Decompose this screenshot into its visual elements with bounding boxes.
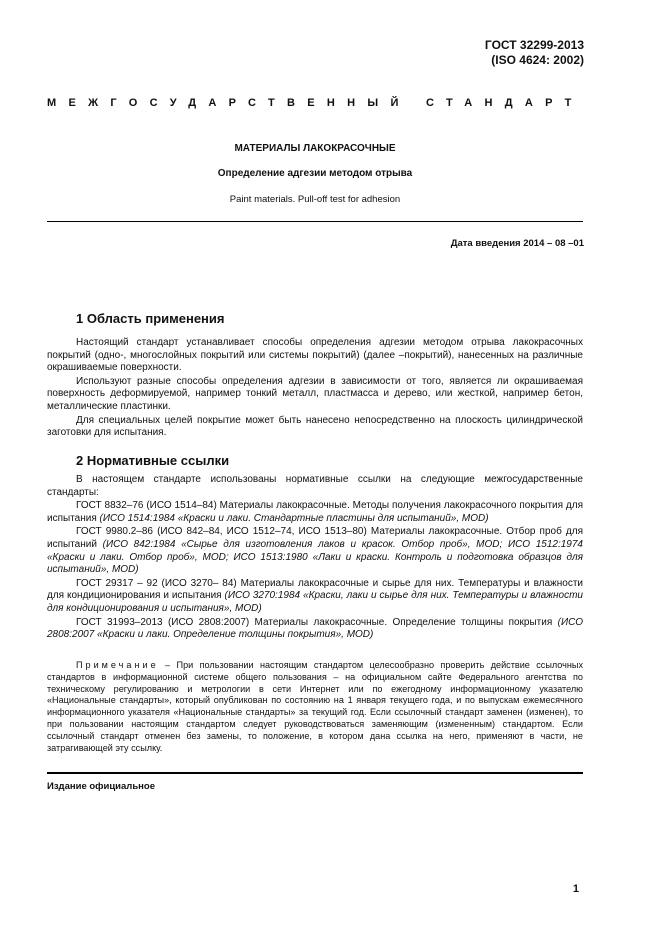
- document-subtitle: Определение адгезии методом отрыва: [217, 168, 413, 179]
- paragraph: Для специальных целей покрытие может быть нанесено непосредственно на плоскость цилиндрической заготовки для испытания.: [47, 414, 583, 439]
- reference-item: [47, 500, 583, 525]
- paragraph: Используют разные способы определения адгезии в зависимости от того, является ли окрашиваемая поверхность деформируемой, например тонкий металл, пластмасса и дерево, или жесткой, например бетон, металлические пластинки.: [47, 375, 583, 412]
- iso-reference: (ISO 4624: 2002): [491, 53, 584, 67]
- gost-number: ГОСТ 32299-2013: [484, 38, 584, 52]
- interstate-standard-banner: МЕЖГОСУДАРСТВЕННЫЙ СТАНДАРТ: [47, 97, 584, 109]
- reference-text: ГОСТ 31993–2013 (ИСО 2808:2007) Материалы лакокрасочные. Определение толщины покрытия: [76, 616, 558, 628]
- reference-text: ГОСТ 29317 – 92 (ИСО 3270– 84) Материалы лакокрасочные и сырье для них. Температуры и влажности для кондиционирования и испытания: [47, 577, 583, 602]
- gost-designation: [485, 38, 584, 68]
- note-text: – При пользовании настоящим стандартом целесообразно проверить действие ссылочных стандартов в информационной системе общего пользования – на официальном сайте Федерального агентства по техническому регулированию и метрологии в сети Интернет или по ежегодному информационному указателю «Национальные стандарты», который опубликован по состоянию на 1 января текущего года, и по выпускам ежемесячного информационного указателя «Национальные стандарты» за текущий год. Если ссылочный стандарт заменен (изменен), то при пользовании настоящим стандартом следует руководствоваться заменяющим (измененным) стандартом. Если ссылочный стандарт отменен без замены, то положение, в котором дана ссылка на него, применяют в части, не затрагивающей эту ссылку.: [47, 660, 583, 753]
- section-2-heading: 2 Нормативные ссылки: [76, 453, 230, 468]
- section-2-body: [47, 474, 583, 642]
- note-block: [47, 660, 583, 754]
- page-number: 1: [572, 883, 579, 895]
- reference-iso-text: (ИСО 3270:1984 «Краски, лаки и сырье для них. Температуры и влажности для кондиционирования и испытания», MOD): [47, 590, 583, 614]
- reference-item: [47, 526, 583, 576]
- title-divider: [47, 221, 583, 222]
- reference-item: [47, 578, 583, 616]
- official-edition-label: Издание официальное: [47, 781, 155, 792]
- section-1-heading: 1 Область применения: [76, 311, 225, 326]
- reference-iso-text: (ИСО 1514:1984 «Краски и лаки. Стандартные пластины для испытаний», MOD): [99, 512, 489, 524]
- reference-item: [47, 617, 583, 642]
- introduction-date: Дата введения 2014 – 08 –01: [450, 238, 584, 249]
- footer-divider: [47, 772, 583, 774]
- section-1-body: [47, 337, 583, 440]
- reference-text: ГОСТ 9980.2–86 (ИСО 842–84, ИСО 1512–74, ИСО 1513–80) Материалы лакокрасочные. Отбор проб для испытаний: [47, 526, 583, 550]
- reference-iso-text: (ИСО 2808:2007 «Краски и лаки. Определение толщины покрытия», MOD): [47, 616, 583, 641]
- paragraph: Настоящий стандарт устанавливает способы определения адгезии методом отрыва лакокрасочных покрытий (одно-, многослойных покрытий или системы покрытий) (далее –покрытий), нанесенных на различные окрашиваемые поверхности.: [47, 337, 583, 374]
- reference-iso-text: (ИСО 842:1984 «Сырье для изготовления лаков и красок. Отбор проб», MOD; ИСО 1512:1974 «Краски и лаки. Отбор проб», MOD; ИСО 1513:1980 «Лаки и краски. Контроль и подготовка образцов для испытаний», MOD): [47, 538, 583, 576]
- document-title: МАТЕРИАЛЫ ЛАКОКРАСОЧНЫЕ: [234, 143, 396, 154]
- reference-text: ГОСТ 8832–76 (ИСО 1514–84) Материалы лакокрасочные. Методы получения лакокрасочного покрытия для испытания: [47, 500, 583, 524]
- note-label: Примечание: [76, 660, 159, 670]
- english-title: Paint materials. Pull-off test for adhesion: [229, 194, 401, 205]
- paragraph: В настоящем стандарте использованы нормативные ссылки на следующие межгосударственные стандарты:: [47, 474, 583, 498]
